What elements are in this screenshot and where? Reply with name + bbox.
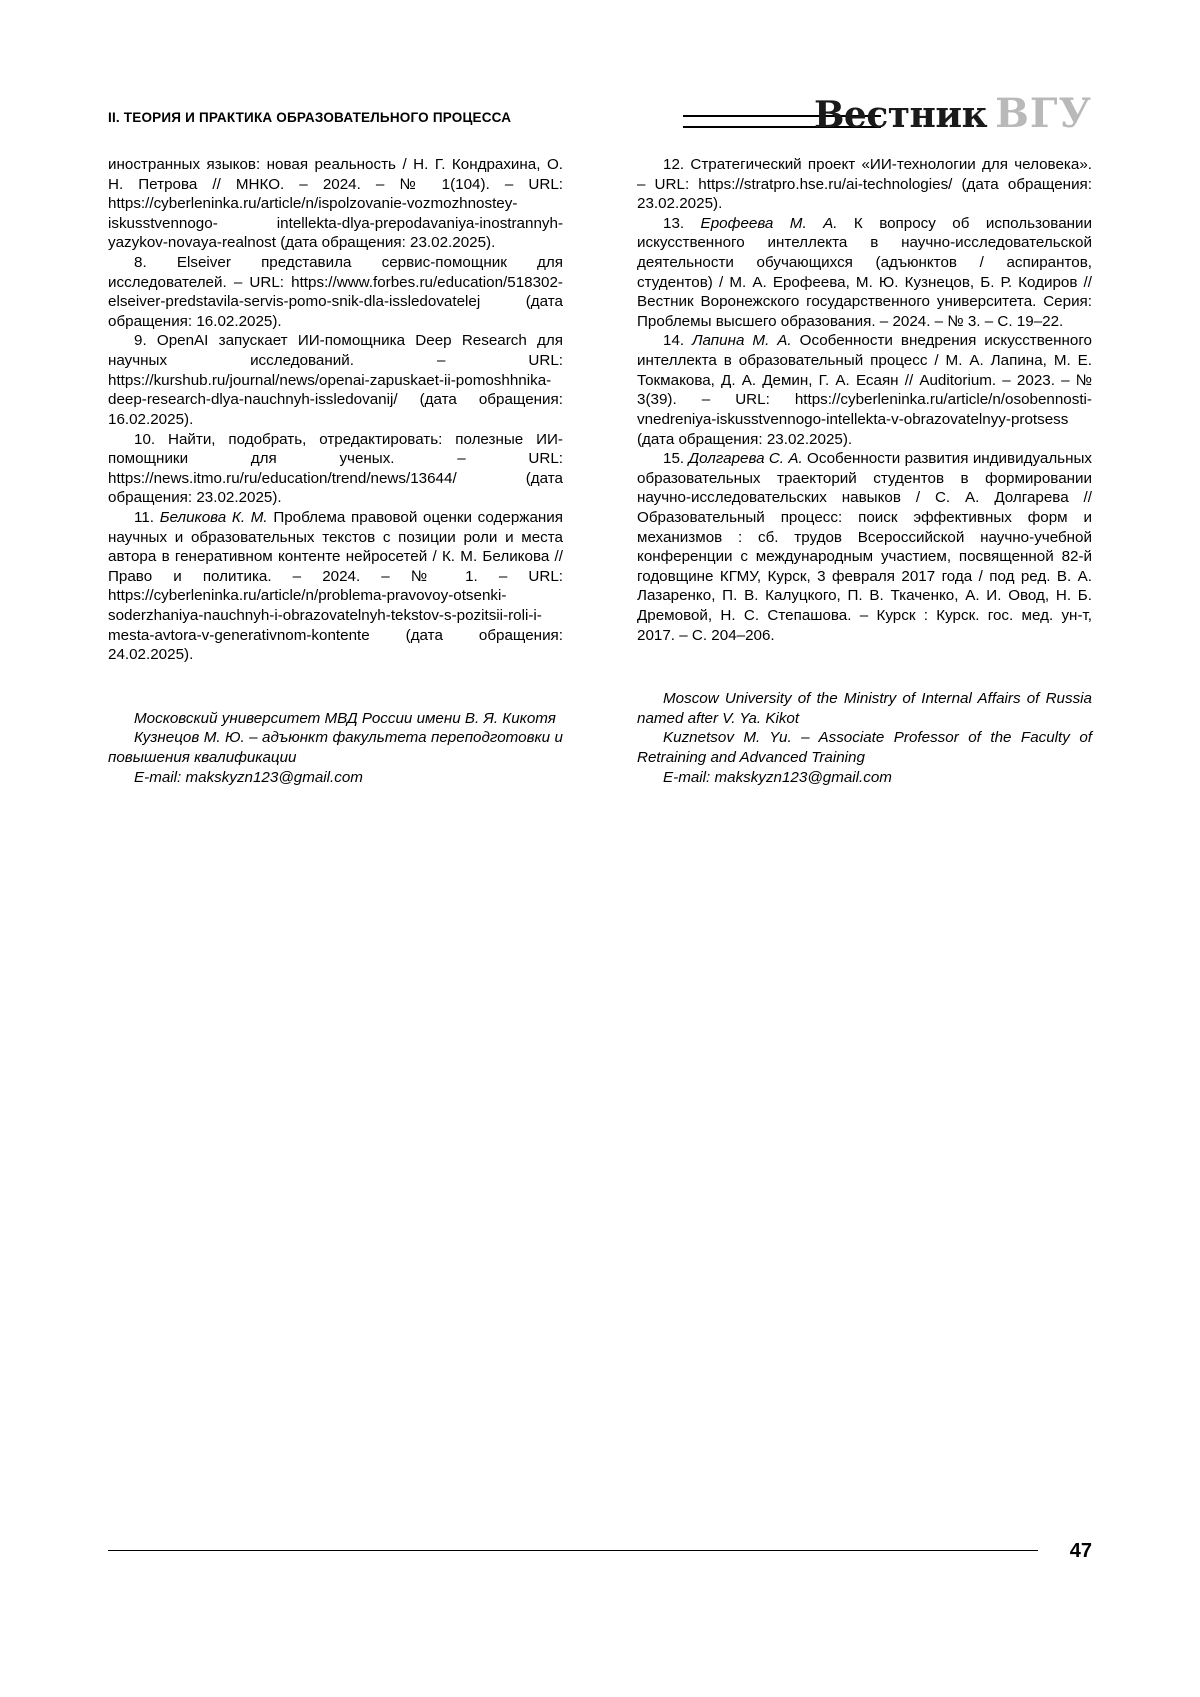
affiliation-organization: Moscow University of the Ministry of Internal Affairs of Russia named after V. Ya. Kikot: [637, 690, 1092, 727]
reference-text: Проблема правовой оценки содержания научных и образовательных текстов с позиции роли и места автора в генеративном контенте нейросетей / К. М. Беликова // Право и политика. – 2024. – № 1. – URL: https://cyberleninka.ru/article/n/problema-pravovoy-otsenki-soderzhaniya-nauchnyh-i-obrazovatelnyh-tekstov-s-pozitsii-roli-i-mesta-avtora-v-generativnom-kontente (дата обращения: 24.02.2025).: [108, 508, 563, 664]
reference-number: 10.: [134, 430, 156, 448]
affiliation-email[interactable]: E-mail: makskyzn123@gmail.com: [134, 768, 363, 786]
running-head-section-title: II. ТЕОРИЯ И ПРАКТИКА ОБРАЗОВАТЕЛЬНОГО ПРОЦЕССА: [108, 110, 512, 125]
reference-number: 11.: [134, 508, 154, 526]
reference-text: Elseiver представила сервис-помощник для исследователей. – URL: https://www.forbes.ru/education/518302-elseiver-predstavila-servis-pomo-snik-dla-issledovatelej (дата обращения: 16.02.2025).: [108, 254, 563, 330]
reference-text: OpenAI запускает ИИ-помощника Deep Research для научных исследований. – URL: https://kurshub.ru/journal/news/openai-zapuskaet-ii-pomoshhnika-deep-research-dlya-nauchnyh-issledovanij/ (дата обращения: 16.02.2025).: [108, 332, 563, 428]
affiliation-person: Kuznetsov M. Yu. – Associate Professor of the Faculty of Retraining and Advanced Training: [637, 729, 1092, 767]
left-text-column: [108, 155, 563, 787]
page-number: 47: [1069, 1540, 1092, 1562]
reference-author: Долгарева С. А.: [684, 450, 803, 468]
reference-number: 15.: [663, 450, 685, 468]
reference-text: Особенности внедрения искусственного интеллекта в образовательный процесс / М. А. Лапина, М. Е. Токмакова, Д. А. Демин, Г. А. Есаян // Auditorium. – 2023. – № 3(39). – URL: https://cyberleninka.ru/article/n/osobennosti-vnedreniya-iskusstvennogo-intellekta-v-obrazovatelnyy-protsess (дата обращения: 23.02.2025).: [637, 332, 1092, 448]
reference-text: Особенности развития индивидуальных образовательных траекторий студентов в формировании научно-исследовательских навыков / С. А. Долгарева // Образовательный процесс: поиск эффективных форм и механизмов : сб. трудов Всероссийской научно-учебной конференции с международным участием, посвященной 82-й годовщине КГМУ, Курск, 3 февраля 2017 года / под ред. В. А. Лазаренко, П. В. Калуцкого, П. В. Ткаченко, А. И. Овод, Н. Б. Дремовой, Н. С. Степашова. – Курск : Курск. гос. мед. ун-т, 2017. – С. 204–206.: [637, 450, 1092, 644]
reference-continuation: иностранных языков: новая реальность / Н. Г. Кондрахина, О. Н. Петрова // МНКО. – 2024. – № 1(104). – URL: https://cyberleninka.ru/article/n/ispolzovanie-vozmozhnostey-iskusstvennogo- intellekta-dlya-prepodavaniya-inostrannyh-yazykov-novaya-realnost (дата обращения: 23.02.2025).: [108, 156, 563, 252]
brand-name-secondary: ВГУ: [995, 90, 1092, 137]
reference-item: [637, 449, 1092, 645]
reference-author: Лапина М. А.: [684, 332, 792, 350]
reference-text: К вопросу об использовании искусственного интеллекта в научно-исследовательской деятельности обучающихся (адъюнктов / аспирантов, студентов) / М. А. Ерофеева, М. Ю. Кузнецов, Б. Р. Кодиров // Вестник Воронежского государственного университета. Серия: Проблемы высшего образования. – 2024. – № 3. – С. 19–22.: [637, 214, 1092, 330]
affiliation-email[interactable]: E-mail: makskyzn123@gmail.com: [663, 768, 892, 786]
reference-number: 13.: [663, 214, 685, 232]
reference-text: Стратегический проект «ИИ-технологии для человека». – URL: https://stratpro.hse.ru/ai-technologies/ (дата обращения: 23.02.2025).: [637, 156, 1092, 213]
reference-item: [637, 214, 1092, 332]
page-header: [108, 90, 1092, 146]
brand-name-primary: Вестник: [814, 94, 988, 136]
affiliation-person: Кузнецов М. Ю. – адъюнкт факультета переподготовки и повышения квалификации: [108, 729, 563, 767]
page-footer: [108, 1540, 1092, 1570]
reference-number: 14.: [663, 332, 685, 350]
reference-number: 8.: [134, 254, 147, 272]
reference-item: [637, 331, 1092, 449]
reference-item: [108, 430, 563, 508]
journal-brand: [814, 90, 1092, 137]
reference-item: [108, 508, 563, 665]
reference-number: 12.: [663, 156, 685, 173]
right-text-column: [637, 155, 1092, 787]
reference-text: Найти, подобрать, отредактировать: полезные ИИ-помощники для ученых. – URL: https://news.itmo.ru/ru/education/trend/news/13644/ (дата обращения: 23.02.2025).: [108, 430, 563, 507]
affiliation-block-ru: [108, 709, 563, 787]
reference-item: [108, 253, 563, 331]
affiliation-block-en: [637, 689, 1092, 787]
reference-item: [108, 331, 563, 429]
reference-item: [637, 155, 1092, 214]
reference-number: 9.: [134, 332, 147, 350]
footer-rule: [108, 1550, 1038, 1551]
reference-author: Ерофеева М. А.: [684, 214, 838, 232]
affiliation-organization: Московский университет МВД России имени В. Я. Кикотя: [134, 709, 556, 727]
reference-author: Беликова К. М.: [154, 508, 268, 526]
